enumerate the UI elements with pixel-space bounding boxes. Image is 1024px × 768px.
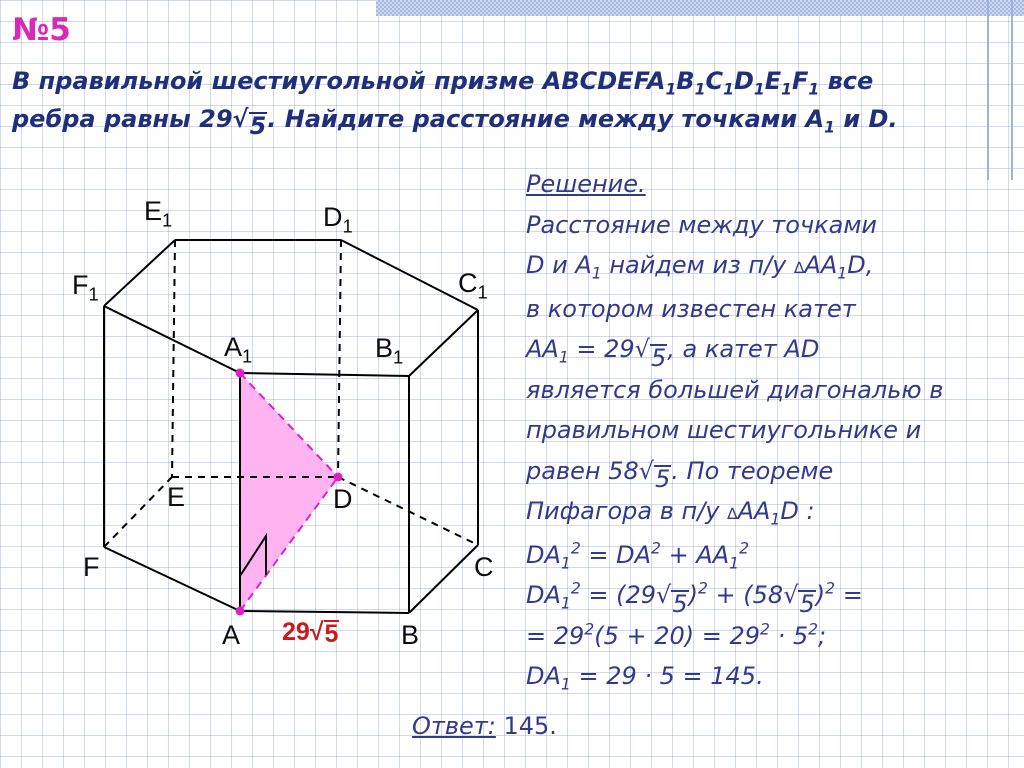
solution-block [526, 164, 1018, 697]
solution-line: = $29^2(5 + 20) = 29^2 \cdot 5^2$; [526, 620, 827, 650]
label-a: A [222, 620, 241, 650]
edge-c1-b1 [409, 310, 478, 376]
label-e: E [167, 482, 186, 512]
point-d [334, 473, 343, 482]
answer [412, 712, 557, 740]
point-a [236, 607, 245, 616]
label-f: F [83, 552, 100, 582]
answer-label: Ответ: [412, 712, 496, 740]
edge-f-e [104, 477, 172, 547]
label-d1: $D_1$ [323, 202, 353, 237]
edge-e1-e [172, 240, 175, 477]
label-a1: $A_1$ [224, 332, 253, 367]
point-a1 [236, 369, 245, 378]
problem-statement: В правильной шестиугольной призме $ABCDEFA_1B_1C_1D_1E_1F_1$ все ребра равны 29 √ 5 . Найдите расстояние между точками $А_1$ и D. [12, 67, 898, 140]
edge-a1-f1 [104, 306, 240, 373]
solution-line: D и $А_1$ найдем из п/у $\Delta AA_1D$, [526, 251, 874, 283]
edge-a-b [240, 611, 409, 613]
solution-line: $DA_1 = 29 \cdot 5 = 145$. [526, 662, 764, 694]
label-c: C [474, 552, 494, 582]
solution-line: равен 58 √ 5 . По теореме [526, 456, 834, 493]
solution-line: $DA_1^2 = DA^2 + AA_1^2$ [526, 539, 749, 572]
label-b: B [401, 620, 420, 650]
solution-line: $АА_1 = 29$ √ 5 , а катет AD [526, 335, 820, 372]
solution-line: является большей диагональю в [526, 375, 944, 404]
edge-length-label: 29 √ 5 [282, 618, 339, 648]
edge-f-a [104, 547, 240, 611]
solution-line: Расстояние между точками [526, 210, 878, 239]
sqrt-symbol: √ 5 [232, 105, 267, 140]
label-b1: $B_1$ [375, 333, 404, 368]
edge-b-c [409, 545, 478, 613]
solution-line: $DA_1^2 = (29$ √ 5 )$^2$ + (58 √ 5 )$^2$ = [526, 579, 863, 618]
problem-number: №5 [12, 12, 71, 48]
edge-b1-a1 [240, 373, 409, 376]
label-c1: $C_1$ [458, 268, 488, 303]
solution-line: правильном шестиугольнике и [526, 416, 922, 444]
solution-line: Пифагора в п/у $\Delta АА_1D$ : [526, 497, 815, 529]
edge-f1-e1 [104, 240, 175, 306]
triangle-aa1d [240, 373, 338, 611]
label-d: D [333, 484, 353, 514]
solution-title: Решение. [526, 170, 646, 198]
label-f1: $F_1$ [72, 270, 99, 305]
edge-d1-d [338, 240, 341, 477]
answer-value: 145. [495, 712, 557, 740]
triangle-icon: ∆ [794, 259, 805, 277]
triangle-icon: ∆ [727, 505, 738, 523]
label-e1: $E_1$ [144, 196, 173, 231]
solution-line: в котором известен катет [526, 294, 856, 323]
